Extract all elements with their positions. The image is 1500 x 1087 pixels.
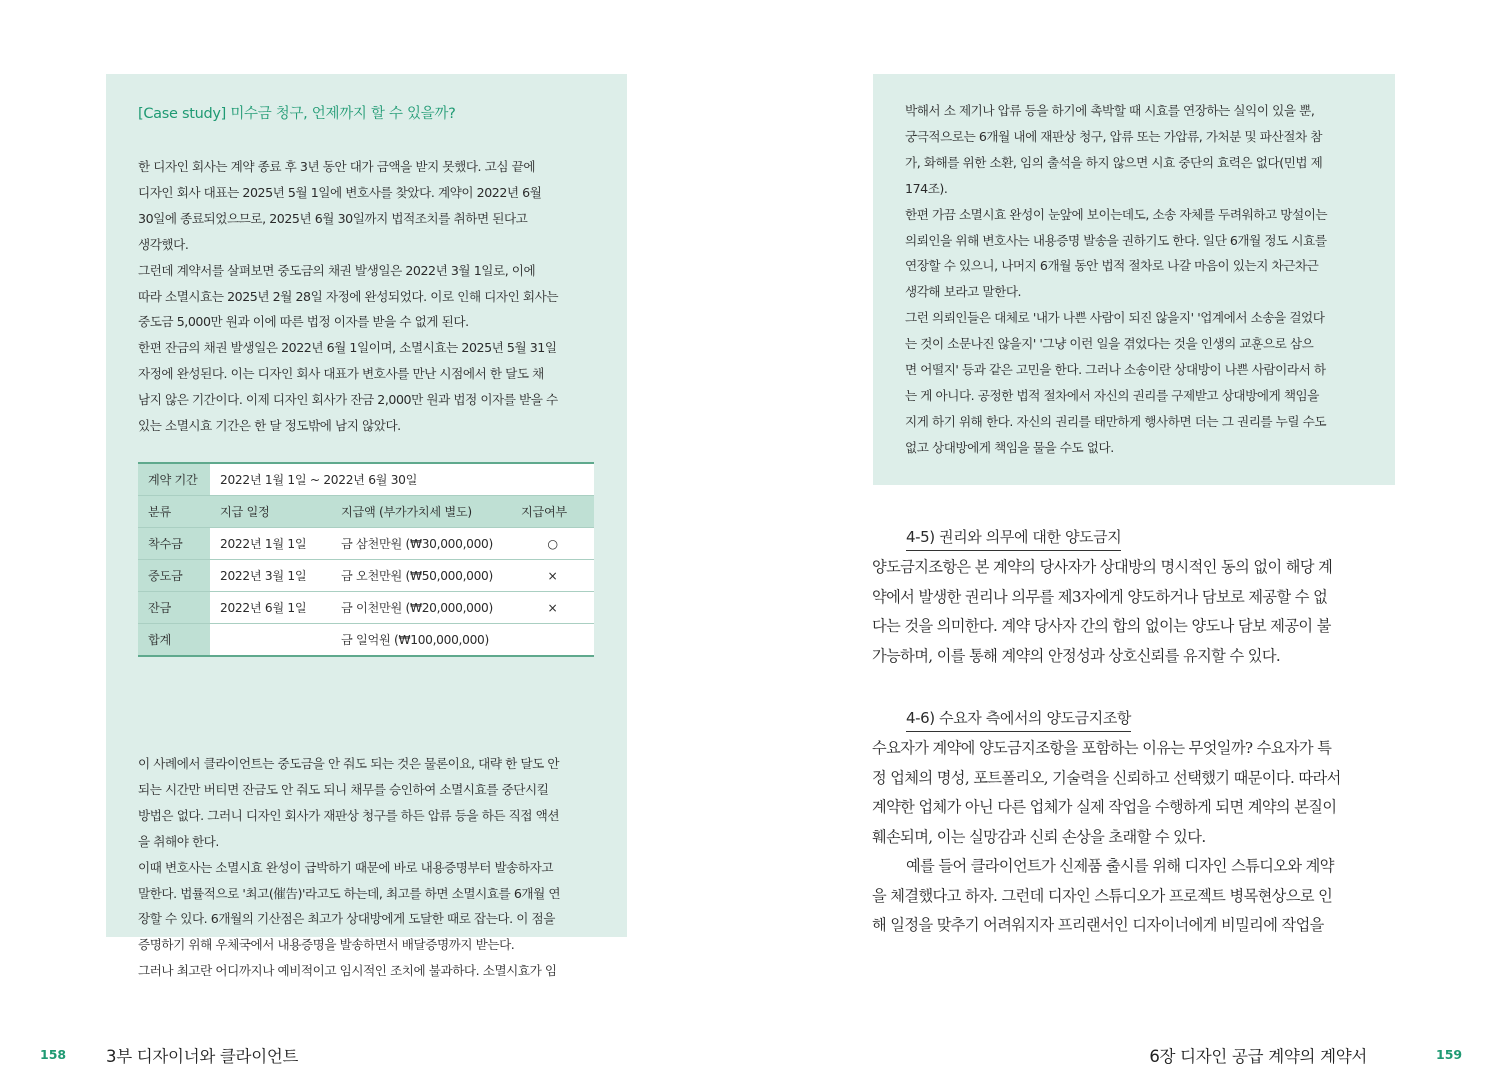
text-line: 있는 소멸시효 기간은 한 달 정도밖에 남지 않았다. [138, 418, 401, 434]
section-heading-4-5: 4-5) 권리와 의무에 대한 양도금지 [906, 526, 1121, 551]
text-line: 남지 않은 기간이다. 이제 디자인 회사가 잔금 2,000만 원과 법정 이자를 받을 수 [138, 392, 558, 408]
table-header-row [138, 496, 594, 528]
text-line: 한편 잔금의 채권 발생일은 2022년 6월 1일이며, 소멸시효는 2025년 5월 31일 [138, 340, 557, 356]
text-line: 박해서 소 제기나 압류 등을 하기에 촉박할 때 시효를 연장하는 실익이 있을 뿐, [905, 103, 1315, 118]
text-line: 훼손되며, 이는 실망감과 신뢰 손상을 초래할 수 있다. [872, 827, 1206, 846]
text-line: 생각했다. [138, 236, 189, 252]
right-running-title: 6장 디자인 공급 계약의 계약서 [1149, 1047, 1367, 1066]
text-line: 정 업체의 명성, 포트폴리오, 기술력을 신뢰하고 선택했기 때문이다. 따라서 [872, 768, 1341, 787]
text-line: 증명하기 위해 우체국에서 내용증명을 발송하면서 배달증명까지 받는다. [138, 937, 515, 953]
text-line: 그런 의뢰인들은 대체로 '내가 나쁜 사람이 되진 않을지' '업계에서 소송을 걸었다 [905, 310, 1325, 326]
text-line: 30일에 종료되었으므로, 2025년 6월 30일까지 법적조치를 취하면 된다고 [138, 210, 528, 226]
column-header: 지급여부 [511, 496, 594, 528]
table-cell: × [511, 560, 594, 592]
text-line: 따라 소멸시효는 2025년 2월 28일 자정에 완성되었다. 이로 인해 디자인 회사는 [138, 288, 559, 304]
section-heading-4-6: 4-6) 수요자 측에서의 양도금지조항 [906, 707, 1131, 732]
text-line: 계약한 업체가 아닌 다른 업체가 실제 작업을 수행하게 되면 계약의 본질이 [872, 798, 1337, 816]
right-page-number: 159 [1436, 1047, 1463, 1062]
text-line: 지게 하기 위해 한다. 자신의 권리를 태만하게 행사하면 더는 그 권리를 누릴 수도 [905, 413, 1327, 429]
total-label: 합계 [138, 624, 210, 657]
text-line: 예를 들어 클라이언트가 신제품 출시를 위해 디자인 스튜디오와 계약 [906, 857, 1334, 875]
text-line: 해 일정을 맞추기 어려워지자 프리랜서인 디자이너에게 비밀리에 작업을 [872, 916, 1324, 934]
table-cell: 잔금 [138, 592, 210, 624]
case-study-paragraph-2 [138, 751, 560, 984]
text-line: 중도금 5,000만 원과 이에 따른 법정 이자를 받을 수 없게 된다. [138, 314, 469, 330]
text-line: 면 어떨지' 등과 같은 고민을 한다. 그러나 소송이란 상대방이 나쁜 사람이라서 하 [905, 362, 1326, 378]
payment-table [138, 462, 594, 657]
text-line: 수요자가 계약에 양도금지조항을 포함하는 이유는 무엇일까? 수요자가 특 [872, 739, 1332, 757]
table-cell [511, 624, 594, 657]
table-cell: × [511, 592, 594, 624]
column-header: 분류 [138, 496, 210, 528]
period-value: 2022년 1월 1일 ~ 2022년 6월 30일 [210, 463, 594, 496]
text-line: 는 게 아니다. 공정한 법적 절차에서 자신의 권리를 구제받고 상대방에게 책임을 [905, 387, 1319, 403]
text-line: 되는 시간만 버티면 잔금도 안 줘도 되니 채무를 승인하여 소멸시효를 중단시킬 [138, 781, 549, 797]
text-line: 디자인 회사 대표는 2025년 5월 1일에 변호사를 찾았다. 계약이 2022년 6월 [138, 184, 542, 200]
case-study-paragraph-3 [905, 98, 1327, 461]
table-cell: 금 삼천만원 (₩30,000,000) [331, 528, 511, 560]
table-cell [210, 624, 331, 657]
text-line: 가능하며, 이를 통해 계약의 안정성과 상호신뢰를 유지할 수 있다. [872, 646, 1281, 665]
text-line: 을 취해야 한다. [138, 833, 219, 849]
text-line: 한 디자인 회사는 계약 종료 후 3년 동안 대가 금액을 받지 못했다. 고심 끝에 [138, 159, 536, 174]
text-line: 연장할 수 있으니, 나머지 6개월 동안 법적 절차로 나갈 마음이 있는지 차근차근 [905, 258, 1319, 274]
table-cell: ○ [511, 528, 594, 560]
table-row [138, 592, 594, 624]
case-study-paragraph-1 [138, 154, 558, 439]
text-line: 그러나 최고란 어디까지나 예비적이고 임시적인 조치에 불과하다. 소멸시효가 임 [138, 963, 557, 979]
text-line: 의뢰인을 위해 변호사는 내용증명 발송을 권하기도 한다. 일단 6개월 정도 시효를 [905, 232, 1327, 248]
text-line: 약에서 발생한 권리나 의무를 제3자에게 양도하거나 담보로 제공할 수 없 [872, 587, 1328, 606]
text-line: 는 것이 소문나진 않을지' '그냥 이런 일을 겪었다는 것을 인생의 교훈으로 삼으 [905, 336, 1314, 352]
section-4-5-body [872, 553, 1332, 671]
text-line: 174조). [905, 180, 948, 196]
table-cell: 착수금 [138, 528, 210, 560]
table-cell: 2022년 1월 1일 [210, 528, 331, 560]
section-4-6-body [872, 734, 1341, 941]
table-cell: 2022년 6월 1일 [210, 592, 331, 624]
table-row [138, 463, 594, 496]
text-line: 말한다. 법률적으로 '최고(催告)'라고도 하는데, 최고를 하면 소멸시효를 6개월 연 [138, 885, 561, 901]
text-line: 장할 수 있다. 6개월의 기산점은 최고가 상대방에게 도달한 때로 잡는다. 이 점을 [138, 911, 555, 927]
table-cell: 중도금 [138, 560, 210, 592]
text-line: 을 체결했다고 하자. 그런데 디자인 스튜디오가 프로젝트 병목현상으로 인 [872, 886, 1333, 905]
text-line: 이때 변호사는 소멸시효 완성이 급박하기 때문에 바로 내용증명부터 발송하자고 [138, 859, 554, 875]
case-study-box [106, 74, 627, 979]
column-header: 지급 일정 [210, 496, 331, 528]
table-row [138, 560, 594, 592]
text-line: 궁극적으로는 6개월 내에 재판상 청구, 압류 또는 가압류, 가처분 및 파산절차 참 [905, 128, 1322, 144]
text-line: 없고 상대방에게 책임을 물을 수도 없다. [905, 439, 1114, 455]
case-study-continued-box [873, 74, 1395, 485]
text-line: 가, 화해를 위한 소환, 임의 출석을 하지 않으면 시효 중단의 효력은 없다(민법 제 [905, 154, 1323, 170]
text-line: 이 사례에서 클라이언트는 중도금을 안 줘도 되는 것은 물론이요, 대략 한 달도 안 [138, 756, 560, 771]
column-header: 지급액 (부가가치세 별도) [331, 496, 511, 528]
text-line: 한편 가끔 소멸시효 완성이 눈앞에 보이는데도, 소송 자체를 두려워하고 망설이는 [905, 206, 1328, 222]
text-line: 자정에 완성된다. 이는 디자인 회사 대표가 변호사를 만난 시점에서 한 달도 채 [138, 366, 544, 382]
text-line: 양도금지조항은 본 계약의 당사자가 상대방의 명시적인 동의 없이 해당 계 [872, 558, 1333, 576]
table-cell: 금 오천만원 (₩50,000,000) [331, 560, 511, 592]
text-line: 다는 것을 의미한다. 계약 당사자 간의 합의 없이는 양도나 담보 제공이 불 [872, 617, 1331, 635]
left-running-title: 3부 디자이너와 클라이언트 [106, 1047, 299, 1066]
text-line: 방법은 없다. 그러니 디자인 회사가 재판상 청구를 하든 압류 등을 하든 직접 액션 [138, 807, 560, 823]
table-cell: 금 이천만원 (₩20,000,000) [331, 592, 511, 624]
table-total-row [138, 624, 594, 657]
period-label: 계약 기간 [138, 463, 210, 496]
table-row [138, 528, 594, 560]
case-study-title: [Case study] 미수금 청구, 언제까지 할 수 있을까? [138, 106, 456, 122]
table-cell: 2022년 3월 1일 [210, 560, 331, 592]
text-line: 생각해 보라고 말한다. [905, 284, 1022, 300]
total-value: 금 일억원 (₩100,000,000) [331, 624, 511, 657]
left-page-number: 158 [40, 1047, 67, 1062]
text-line: 그런데 계약서를 살펴보면 중도금의 채권 발생일은 2022년 3월 1일로, 이에 [138, 262, 536, 278]
